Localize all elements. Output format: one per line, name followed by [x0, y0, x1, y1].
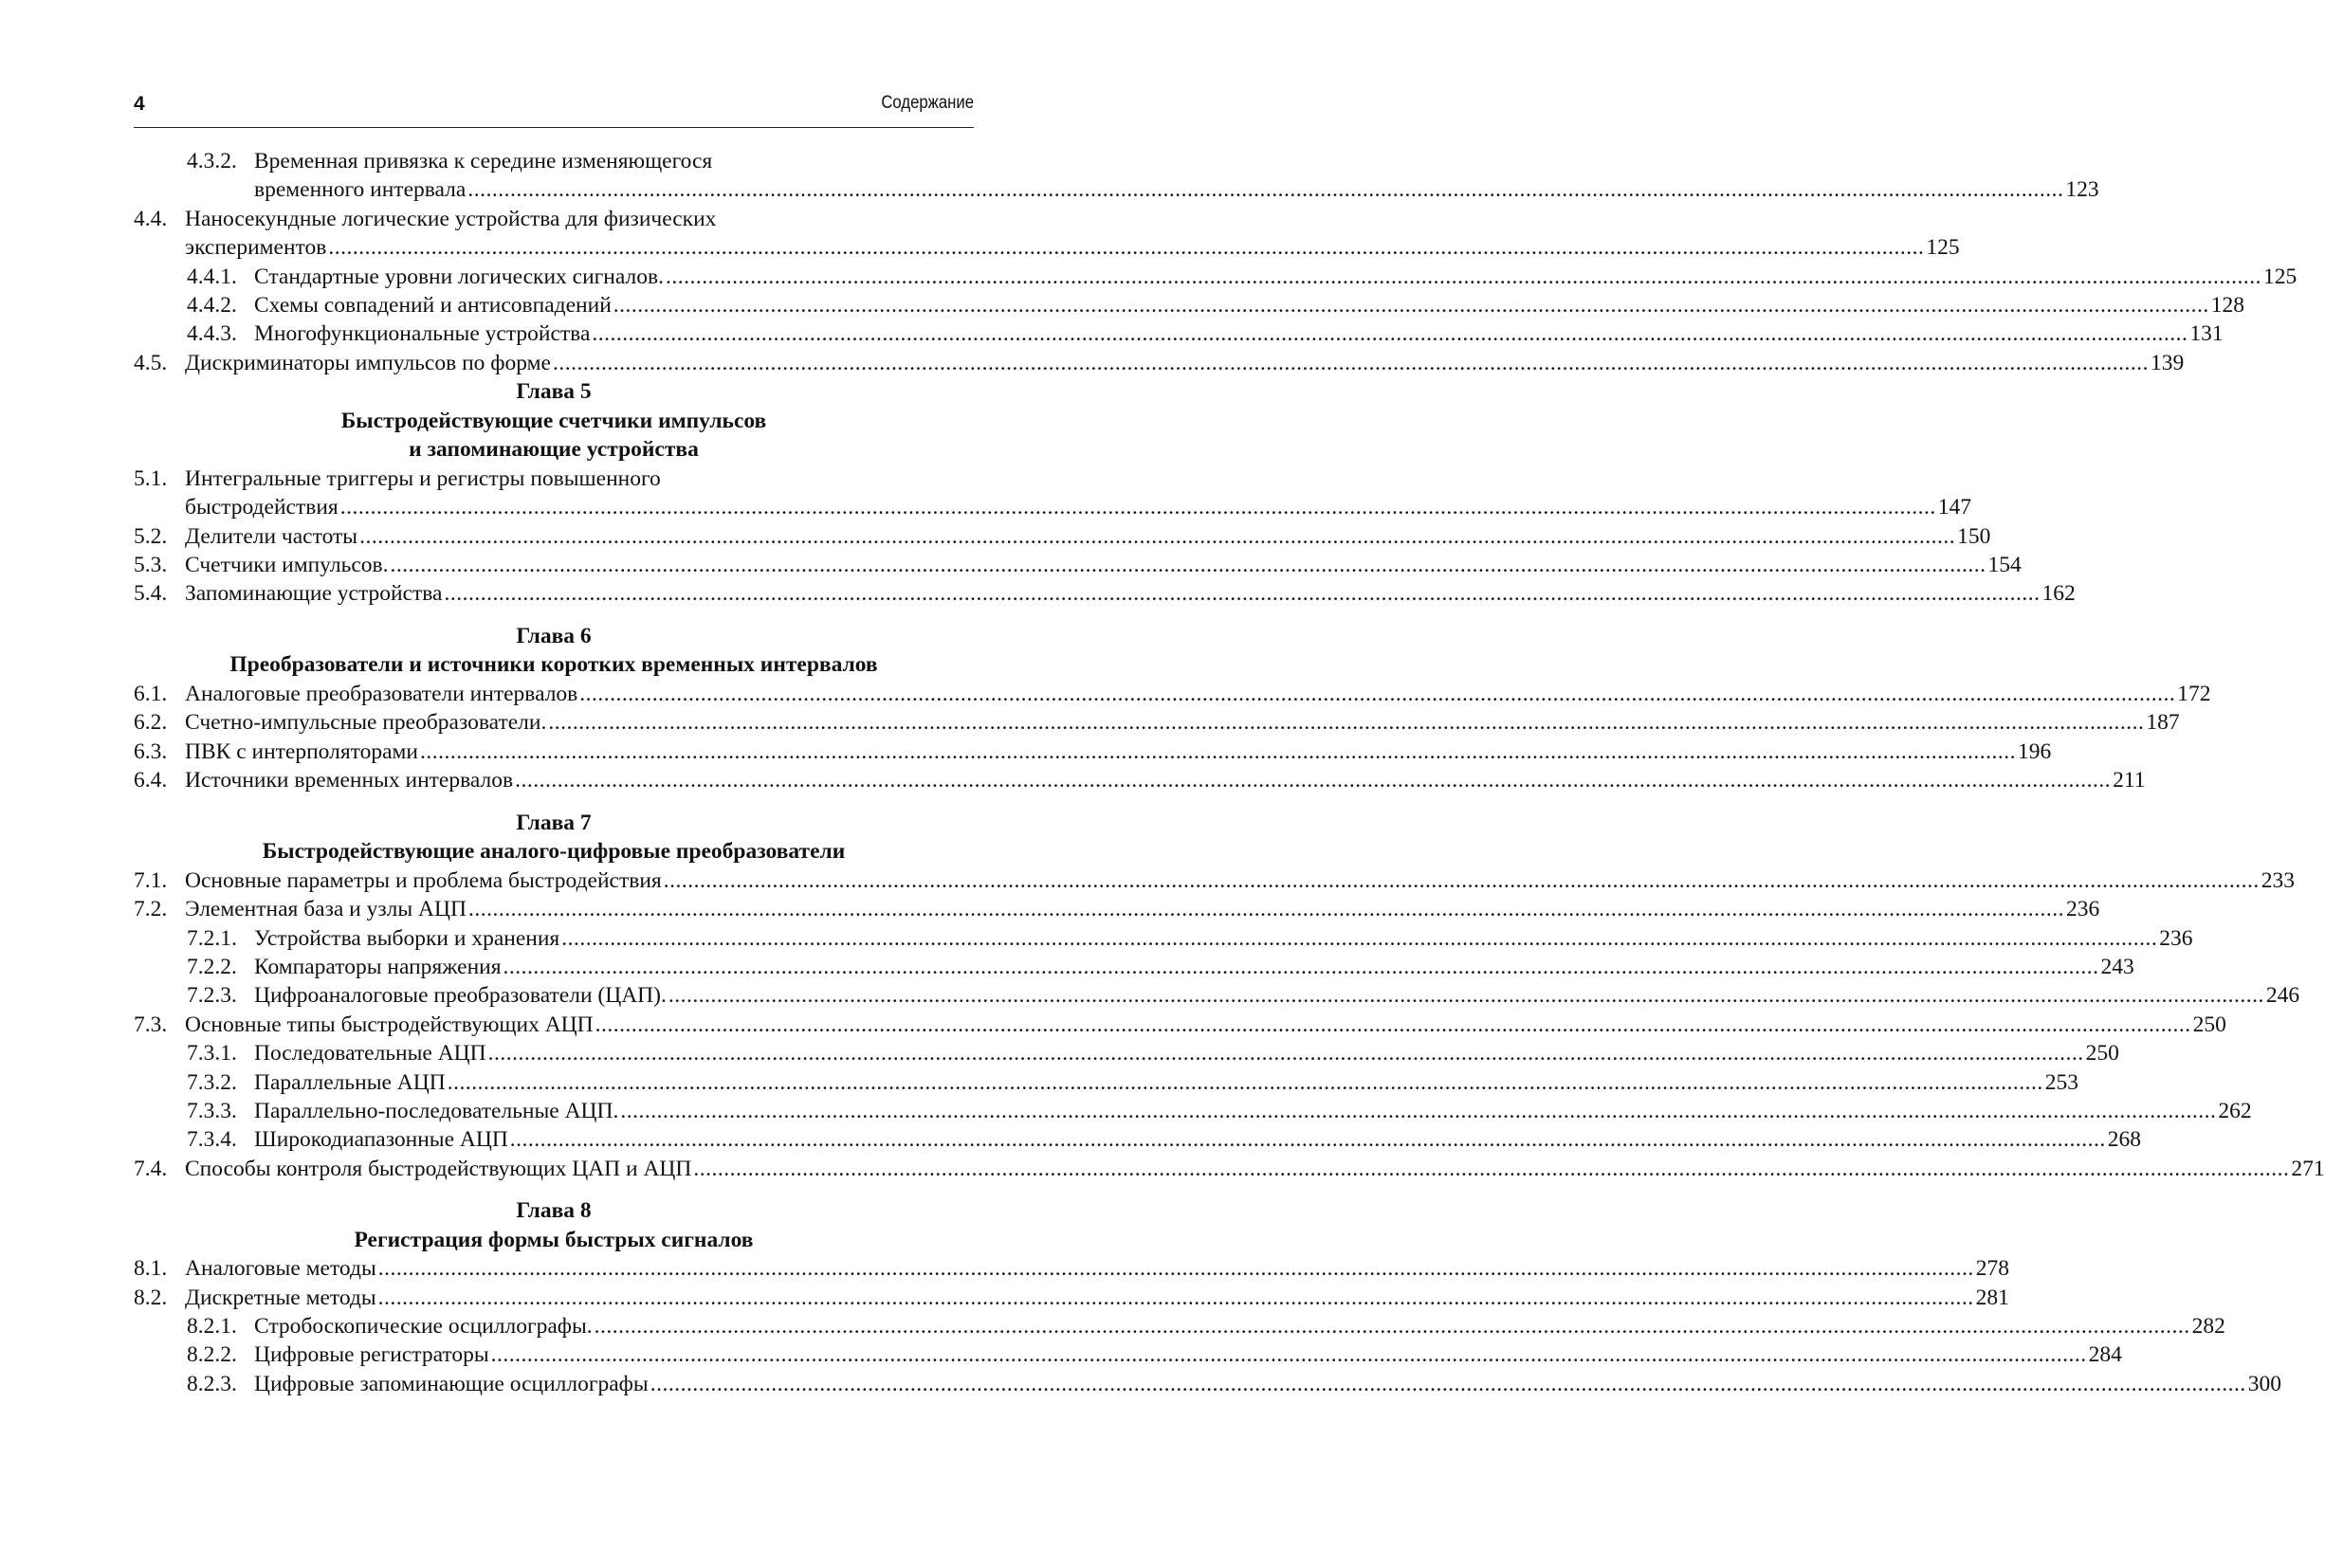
toc-entry-4-3-2-continued[interactable] — [134, 175, 2099, 204]
toc-page: 300 — [2247, 1371, 2281, 1396]
toc-number: 6.4. — [134, 768, 168, 793]
toc-text: Параллельно-последовательные АЦП. — [254, 1098, 619, 1123]
toc-text: Основные параметры и проблема быстродействия — [185, 867, 662, 893]
dot-leader — [650, 1370, 2246, 1398]
table-of-contents — [134, 147, 2325, 1398]
toc-text: Делители частоты — [185, 523, 358, 549]
toc-number: 7.3.1. — [187, 1041, 237, 1067]
toc-page: 123 — [2065, 177, 2099, 203]
dot-leader — [595, 1011, 2191, 1039]
dot-leader — [359, 522, 1955, 551]
toc-entry-7-3-2[interactable] — [134, 1068, 2078, 1097]
toc-entry-7-3[interactable] — [134, 1011, 2226, 1039]
toc-page: 172 — [2177, 682, 2211, 707]
toc-entry-5-2[interactable] — [134, 522, 1991, 551]
dot-leader — [553, 349, 2149, 377]
chapter-title: Быстродействующие счетчики импульсов — [340, 408, 767, 433]
toc-page: 125 — [2262, 264, 2298, 289]
toc-number: 8.2. — [134, 1285, 168, 1310]
toc-entry-4-4[interactable] — [134, 205, 974, 233]
toc-number: 4.5. — [134, 350, 168, 375]
toc-page: 131 — [2189, 321, 2224, 347]
toc-page: 150 — [1957, 523, 1991, 549]
chapter-6-heading — [134, 622, 974, 680]
toc-entry-4-3-2[interactable] — [134, 147, 974, 175]
chapter-label: Глава 5 — [516, 379, 592, 405]
toc-entry-4-4-3[interactable] — [134, 319, 2224, 348]
dot-leader — [548, 708, 2144, 737]
toc-number: 4.4. — [134, 206, 168, 231]
toc-text: Элементная база и узлы АЦП — [185, 897, 467, 922]
toc-entry-7-3-4[interactable] — [134, 1125, 2142, 1154]
toc-page: 196 — [2018, 738, 2052, 764]
toc-page: 236 — [2065, 897, 2100, 922]
toc-entry-7-3-3[interactable] — [134, 1097, 2252, 1125]
dot-leader — [468, 895, 2064, 923]
toc-text: Компараторы напряжения — [254, 954, 502, 979]
dot-leader — [448, 1068, 2043, 1097]
toc-text: Источники временных интервалов — [185, 768, 514, 793]
toc-number: 6.3. — [134, 738, 168, 764]
chapter-title: Регистрация формы быстрых сигналов — [354, 1227, 754, 1252]
dot-leader — [515, 766, 2111, 794]
page-number: 4 — [134, 93, 145, 115]
toc-text: Последовательные АЦП — [254, 1041, 486, 1067]
toc-entry-8-1[interactable] — [134, 1254, 2009, 1283]
dot-leader — [378, 1284, 1974, 1312]
chapter-title: Быстродействующие аналого-цифровые преобразователи — [262, 839, 846, 865]
toc-page: 271 — [2291, 1156, 2325, 1181]
toc-text: временного интервала — [254, 177, 467, 203]
toc-text: быстродействия — [185, 495, 339, 520]
chapter-label: Глава 8 — [516, 1198, 592, 1224]
toc-text: экспериментов — [185, 235, 327, 261]
toc-entry-6-4[interactable] — [134, 766, 2146, 794]
toc-text: Дискретные методы — [185, 1285, 376, 1310]
toc-page: 147 — [1937, 495, 1971, 520]
toc-entry-8-2-2[interactable] — [134, 1340, 2122, 1369]
toc-number: 6.2. — [134, 710, 168, 736]
dot-leader — [390, 551, 1986, 579]
toc-text: Широкодиапазонные АЦП — [254, 1127, 508, 1153]
toc-entry-5-4[interactable] — [134, 579, 2076, 608]
toc-page: 233 — [2261, 867, 2295, 893]
toc-number: 5.3. — [134, 553, 168, 578]
toc-page: 268 — [2107, 1127, 2142, 1153]
toc-text: Основные типы быстродействующих АЦП — [185, 1012, 594, 1037]
dot-leader — [491, 1340, 2087, 1369]
toc-number: 6.1. — [134, 682, 168, 707]
toc-entry-6-2[interactable] — [134, 708, 2180, 737]
toc-number: 4.4.2. — [187, 292, 237, 318]
toc-number: 7.2. — [134, 897, 168, 922]
toc-text: Аналоговые преобразователи интервалов — [185, 682, 578, 707]
toc-number: 8.2.1. — [187, 1314, 237, 1340]
toc-page: 246 — [2265, 983, 2300, 1009]
spacer — [134, 1183, 974, 1196]
toc-page: 162 — [2041, 581, 2076, 607]
dot-leader — [445, 579, 2041, 608]
toc-page: 281 — [1975, 1285, 2009, 1310]
toc-page: 128 — [2210, 292, 2245, 318]
dot-leader — [503, 953, 2099, 981]
spacer — [134, 609, 974, 622]
toc-page: 284 — [2088, 1342, 2122, 1368]
toc-number: 8.2.3. — [187, 1371, 237, 1396]
toc-text: Временная привязка к середине изменяющегося — [254, 149, 713, 173]
toc-number: 7.2.2. — [187, 954, 237, 979]
toc-number: 5.1. — [134, 465, 168, 491]
toc-number: 8.2.2. — [187, 1342, 237, 1368]
dot-leader — [579, 680, 2175, 708]
toc-page: 253 — [2044, 1069, 2078, 1095]
chapter-title: и запоминающие устройства — [409, 437, 699, 463]
dot-leader — [510, 1125, 2106, 1154]
dot-leader — [378, 1254, 1974, 1283]
toc-entry-7-3-1[interactable] — [134, 1039, 2119, 1067]
toc-text: Интегральные триггеры и регистры повышенного — [185, 465, 661, 491]
toc-entry-4-4-2[interactable] — [134, 291, 2245, 319]
chapter-7-heading — [134, 809, 974, 866]
spacer — [134, 795, 974, 809]
toc-number: 7.3.3. — [187, 1098, 237, 1123]
toc-number: 5.2. — [134, 523, 168, 549]
dot-leader — [693, 1155, 2289, 1183]
toc-text: ПВК с интерполяторами — [185, 738, 418, 764]
chapter-label: Глава 6 — [516, 623, 592, 648]
dot-leader — [666, 263, 2261, 291]
toc-text: Наносекундные логические устройства для физических — [185, 206, 717, 231]
toc-number: 7.2.3. — [187, 983, 237, 1009]
toc-text: Параллельные АЦП — [254, 1069, 446, 1095]
toc-number: 7.2.1. — [187, 925, 237, 951]
dot-leader — [664, 866, 2260, 895]
toc-page: 250 — [2192, 1012, 2226, 1037]
dot-leader — [668, 981, 2264, 1010]
toc-number: 7.3.4. — [187, 1127, 237, 1153]
toc-text: Цифровые запоминающие осциллографы — [254, 1371, 649, 1396]
chapter-label: Глава 7 — [516, 810, 592, 835]
toc-entry-4-4-1[interactable] — [134, 263, 2298, 291]
dot-leader — [620, 1097, 2216, 1125]
dot-leader — [488, 1039, 2084, 1067]
toc-entry-7-2[interactable] — [134, 895, 2100, 923]
toc-entry-5-1[interactable] — [134, 465, 974, 493]
toc-entry-5-1-continued[interactable] — [134, 493, 1971, 521]
dot-leader — [561, 924, 2157, 953]
toc-text: Цифроаналоговые преобразователи (ЦАП). — [254, 983, 667, 1009]
dot-leader — [592, 319, 2188, 348]
toc-entry-4-5[interactable] — [134, 349, 2185, 377]
toc-page: 282 — [2191, 1314, 2225, 1340]
dot-leader — [613, 291, 2209, 319]
toc-text: Счетно-импульсные преобразователи. — [185, 710, 547, 736]
toc-entry-6-1[interactable] — [134, 680, 2211, 708]
toc-page: 262 — [2218, 1098, 2252, 1123]
toc-text: Устройства выборки и хранения — [254, 925, 560, 951]
toc-entry-8-2-1[interactable] — [134, 1312, 2225, 1340]
toc-number: 8.1. — [134, 1256, 168, 1282]
toc-page: 278 — [1975, 1256, 2009, 1282]
toc-number: 7.3. — [134, 1012, 168, 1037]
toc-entry-8-2[interactable] — [134, 1284, 2009, 1312]
toc-number: 4.4.3. — [187, 321, 237, 347]
toc-page: 236 — [2159, 925, 2193, 951]
toc-page: 243 — [2100, 954, 2134, 979]
toc-entry-5-3[interactable] — [134, 551, 2022, 579]
toc-text: Запоминающие устройства — [185, 581, 443, 607]
dot-leader — [595, 1312, 2190, 1340]
toc-entry-8-2-3[interactable] — [134, 1370, 2281, 1398]
toc-text: Дискриминаторы импульсов по форме — [185, 350, 551, 375]
toc-number: 7.4. — [134, 1156, 168, 1181]
toc-text: Счетчики импульсов. — [185, 553, 389, 578]
toc-entry-7-2-3[interactable] — [134, 981, 2300, 1010]
chapter-5-heading — [134, 377, 974, 465]
toc-text: Схемы совпадений и антисовпадений — [254, 292, 612, 318]
toc-text: Аналоговые методы — [185, 1256, 376, 1282]
toc-number: 4.3.2. — [187, 149, 237, 173]
toc-entry-6-3[interactable] — [134, 738, 2052, 766]
toc-page: 211 — [2113, 768, 2146, 793]
toc-page: 250 — [2085, 1041, 2119, 1067]
toc-number: 7.1. — [134, 867, 168, 893]
toc-number: 4.4.1. — [187, 264, 237, 289]
dot-leader — [467, 175, 2063, 204]
toc-number: 7.3.2. — [187, 1069, 237, 1095]
running-title: Содержание — [881, 93, 974, 113]
chapter-title: Преобразователи и источники коротких временных интервалов — [229, 652, 878, 678]
toc-entry-7-1[interactable] — [134, 866, 2295, 895]
dot-leader — [340, 493, 1936, 521]
toc-page: 139 — [2150, 350, 2185, 375]
toc-text: Стробоскопические осциллографы. — [254, 1314, 593, 1340]
toc-page: 187 — [2146, 710, 2180, 736]
toc-text: Способы контроля быстродействующих ЦАП и АЦП — [185, 1156, 692, 1181]
toc-text: Цифровые регистраторы — [254, 1342, 489, 1368]
chapter-8-heading — [134, 1196, 974, 1254]
page-header — [134, 85, 974, 128]
toc-entry-7-2-2[interactable] — [134, 953, 2134, 981]
toc-entry-7-2-1[interactable] — [134, 924, 2193, 953]
toc-text: Стандартные уровни логических сигналов. — [254, 264, 664, 289]
toc-text: Многофункциональные устройства — [254, 321, 591, 347]
toc-number: 5.4. — [134, 581, 168, 607]
dot-leader — [420, 738, 2016, 766]
toc-entry-7-4[interactable] — [134, 1155, 2325, 1183]
toc-page: 125 — [1926, 235, 1960, 261]
toc-entry-4-4-continued[interactable] — [134, 233, 1960, 262]
dot-leader — [328, 233, 1924, 262]
toc-page: 154 — [1987, 553, 2022, 578]
